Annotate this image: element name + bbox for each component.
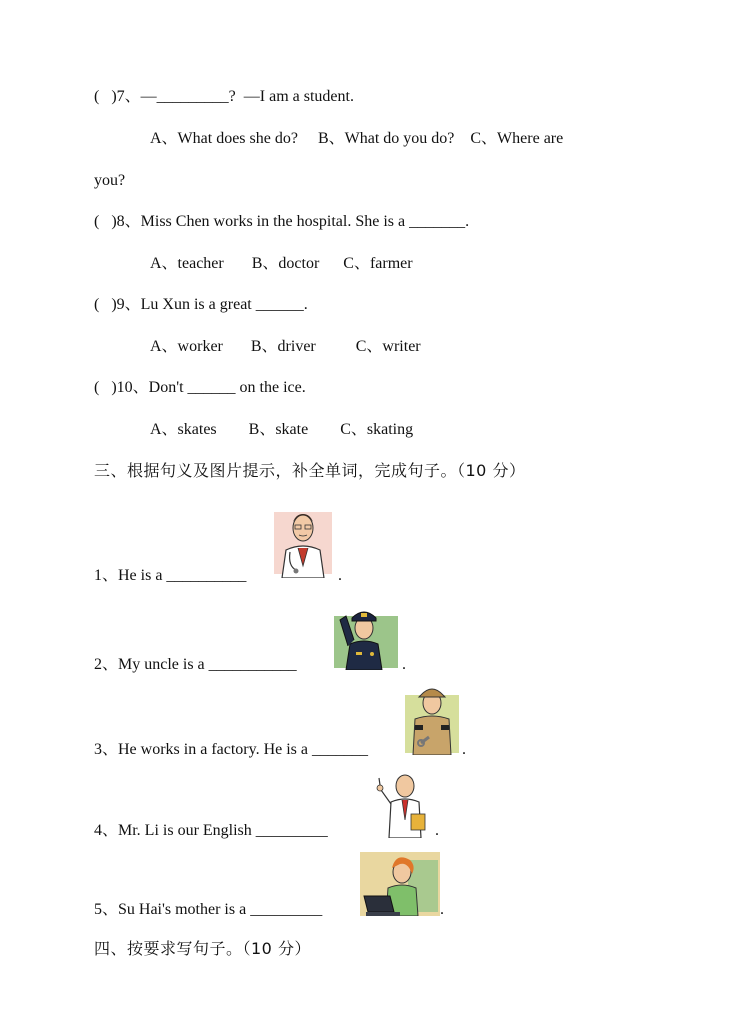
question-8-options: A、teacher B、doctor C、farmer [150, 255, 413, 272]
fill-item-4: 4、Mr. Li is our English _________ [94, 822, 328, 839]
fill-item-5-period: . [440, 901, 444, 918]
writer-picture [360, 852, 440, 916]
question-7: ( )7、—_________? —I am a student. [94, 88, 354, 105]
fill-item-2: 2、My uncle is a ___________ [94, 656, 297, 673]
question-7-options: A、What does she do? B、What do you do? C、Where are [150, 130, 564, 147]
fill-item-1: 1、He is a __________ [94, 567, 247, 584]
doctor-picture [272, 504, 334, 578]
fill-item-3-period: . [462, 741, 466, 758]
fill-item-5: 5、Su Hai's mother is a _________ [94, 901, 323, 918]
question-10: ( )10、Don't ______ on the ice. [94, 379, 306, 396]
policeman-picture [332, 604, 400, 670]
question-9-options: A、worker B、driver C、writer [150, 338, 421, 355]
question-9: ( )9、Lu Xun is a great ______. [94, 296, 308, 313]
section-4-title: 四、按要求写句子。（10 分） [94, 939, 311, 958]
fill-item-4-period: . [435, 822, 439, 839]
question-7-options-wrap: you? [94, 172, 126, 189]
fill-item-2-period: . [402, 656, 406, 673]
fill-item-1-period: . [338, 567, 342, 584]
question-10-options: A、skates B、skate C、skating [150, 421, 414, 438]
worker-picture [403, 681, 461, 755]
question-8: ( )8、Miss Chen works in the hospital. She is a _______. [94, 213, 470, 230]
fill-item-3: 3、He works in a factory. He is a _______ [94, 741, 369, 758]
section-3-title: 三、根据句义及图片提示，补全单词，完成句子。（10 分） [94, 461, 526, 480]
teacher-picture [373, 768, 435, 838]
